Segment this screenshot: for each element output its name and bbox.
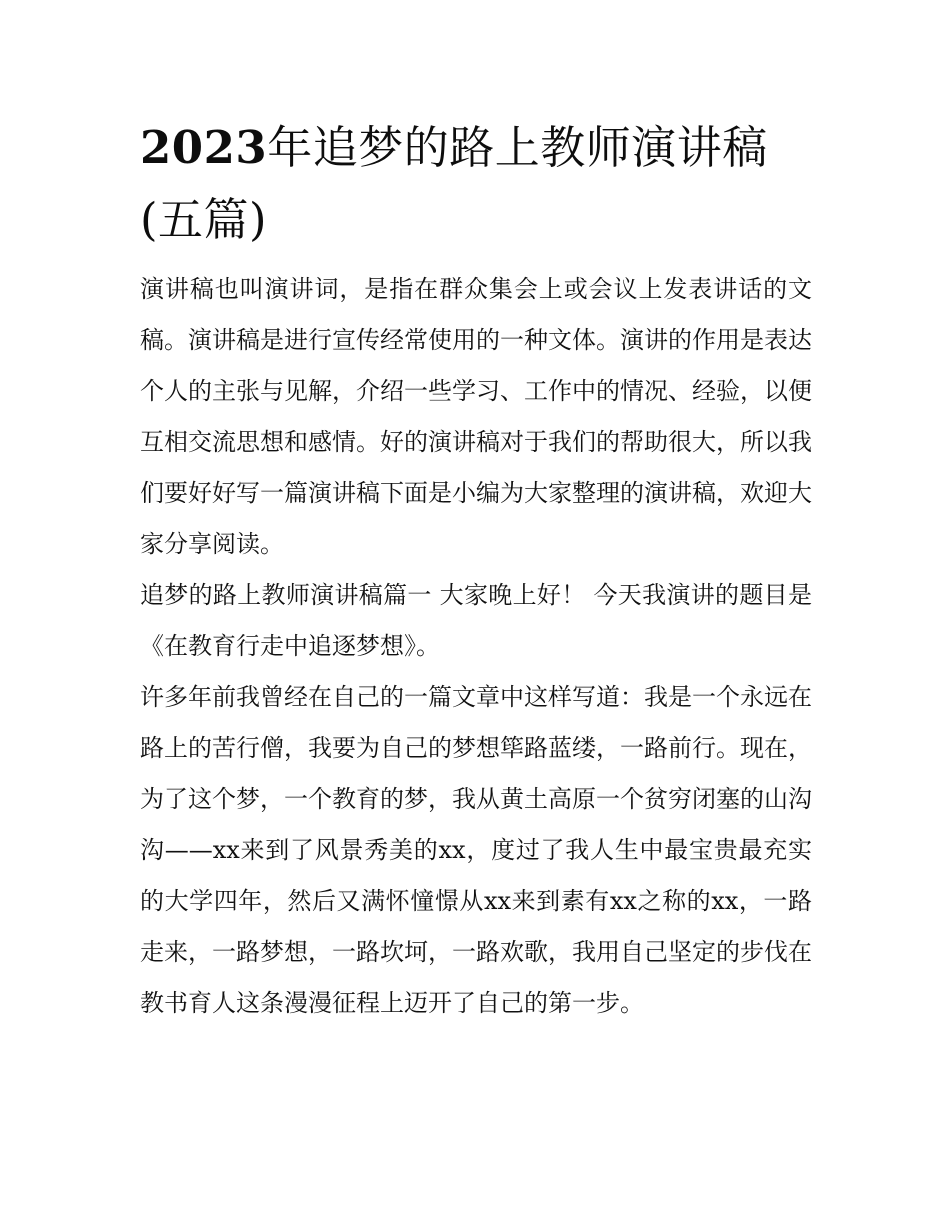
document-body (140, 112, 812, 1029)
paragraph-intro: 演讲稿也叫演讲词，是指在群众集会上或会议上发表讲话的文稿。演讲稿是进行宣传经常使用的一种文体。演讲的作用是表达个人的主张与见解，介绍一些学习、工作中的情况、经验，以便互相交流思想和感情。好的演讲稿对于我们的帮助很大，所以我们要好好写一篇演讲稿下面是小编为大家整理的演讲稿，欢迎大家分享阅读。 (140, 275, 812, 558)
paragraph-speech-body: 许多年前我曾经在自己的一篇文章中这样写道：我是一个永远在路上的苦行僧，我要为自己的梦想筚路蓝缕，一路前行。现在，为了这个梦，一个教育的梦，我从黄土高原一个贫穷闭塞的山沟沟——xx来到了风景秀美的xx，度过了我人生中最宝贵最充实的大学四年，然后又满怀憧憬从xx来到素有xx之称的xx，一路走来，一路梦想，一路坎坷，一路欢歌，我用自己坚定的步伐在教书育人这条漫漫征程上迈开了自己的第一步。 (140, 683, 812, 1017)
document-title (140, 112, 812, 256)
paragraph-speech-opening: 追梦的路上教师演讲稿篇一 大家晚上好！ 今天我演讲的题目是《在教育行走中追逐梦想》。 (140, 581, 812, 660)
title-text: 年追梦的路上教师演讲稿(五篇) (140, 121, 768, 246)
title-year: 2023 (140, 121, 268, 174)
